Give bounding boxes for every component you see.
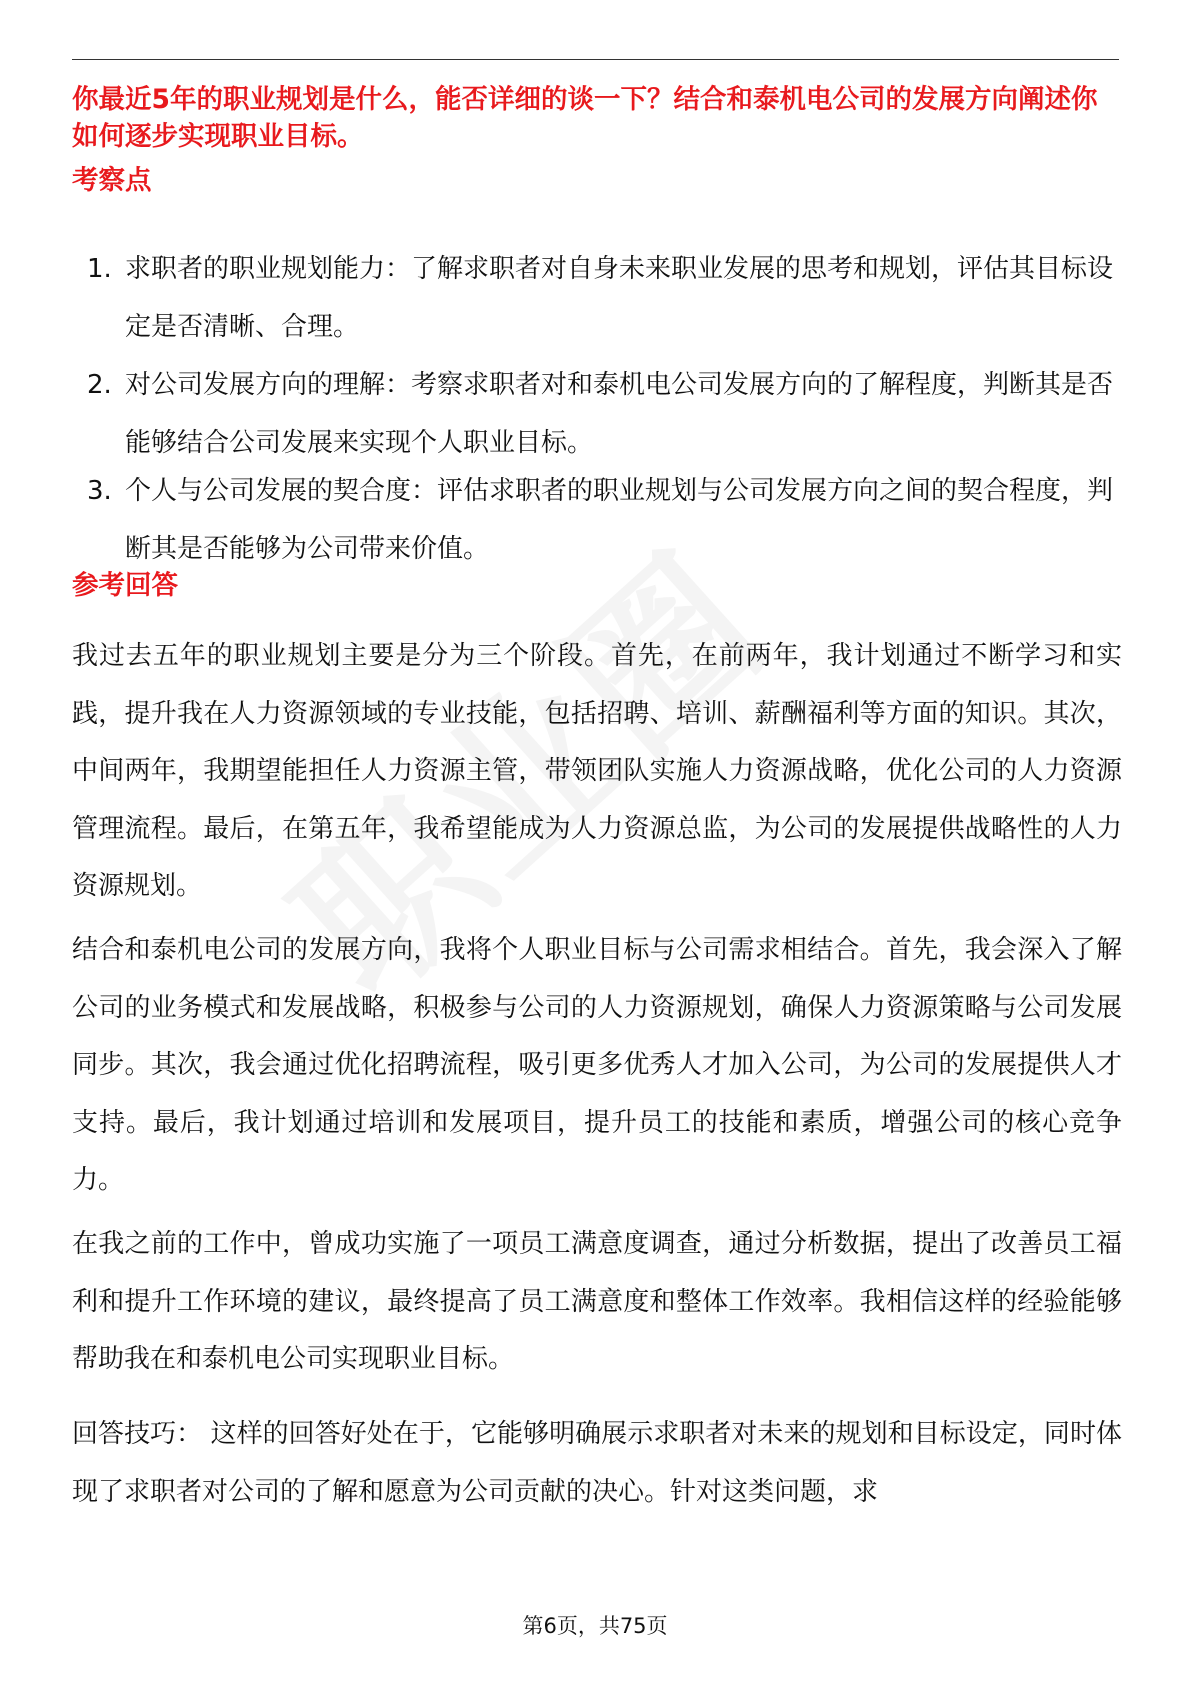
answer-heading: 参考回答 — [72, 570, 178, 601]
point-number: 1. — [87, 254, 112, 284]
question-title: 你最近5年的职业规划是什么，能否详细的谈一下？结合和泰机电公司的发展方向阐述你如何逐步实现职业目标。 — [72, 84, 1098, 152]
focus-point — [72, 462, 1122, 578]
answer-paragraph: 在我之前的工作中，曾成功实施了一项员工满意度调查，通过分析数据，提出了改善员工福利和提升工作环境的建议，最终提高了员工满意度和整体工作效率。我相信这样的经验能够帮助我在和泰机电公司实现职业目标。 — [72, 1229, 1122, 1374]
point-text: 个人与公司发展的契合度：评估求职者的职业规划与公司发展方向之间的契合程度，判断其是否能够为公司带来价值。 — [125, 476, 1114, 564]
answer-paragraph: 我过去五年的职业规划主要是分为三个阶段。首先，在前两年，我计划通过不断学习和实践，提升我在人力资源领域的专业技能，包括招聘、培训、薪酬福利等方面的知识。其次，中间两年，我期望能担任人力资源主管，带领团队实施人力资源战略，优化公司的人力资源管理流程。最后，在第五年，我希望能成为人力资源总监，为公司的发展提供战略性的人力资源规划。 — [72, 641, 1122, 901]
focus-point — [72, 356, 1122, 462]
focus-heading: 考察点 — [72, 165, 152, 196]
top-divider — [72, 59, 1119, 60]
focus-points-list — [72, 240, 1122, 578]
point-text: 求职者的职业规划能力：了解求职者对自身未来职业发展的思考和规划，评估其目标设定是否清晰、合理。 — [125, 254, 1114, 342]
point-number: 2. — [87, 370, 112, 400]
page-number: 第6页，共75页 — [522, 1614, 668, 1638]
point-number: 3. — [87, 476, 112, 506]
focus-point — [72, 240, 1122, 356]
answer-tips: 回答技巧： 这样的回答好处在于，它能够明确展示求职者对未来的规划和目标设定，同时体现了求职者对公司的了解和愿意为公司贡献的决心。针对这类问题，求 — [72, 1419, 1122, 1507]
answer-paragraph: 结合和泰机电公司的发展方向，我将个人职业目标与公司需求相结合。首先，我会深入了解公司的业务模式和发展战略，积极参与公司的人力资源规划，确保人力资源策略与公司发展同步。其次，我会通过优化招聘流程，吸引更多优秀人才加入公司，为公司的发展提供人才支持。最后，我计划通过培训和发展项目，提升员工的技能和素质，增强公司的核心竞争力。 — [72, 935, 1122, 1195]
point-text: 对公司发展方向的理解：考察求职者对和泰机电公司发展方向的了解程度，判断其是否能够结合公司发展来实现个人职业目标。 — [125, 370, 1114, 458]
